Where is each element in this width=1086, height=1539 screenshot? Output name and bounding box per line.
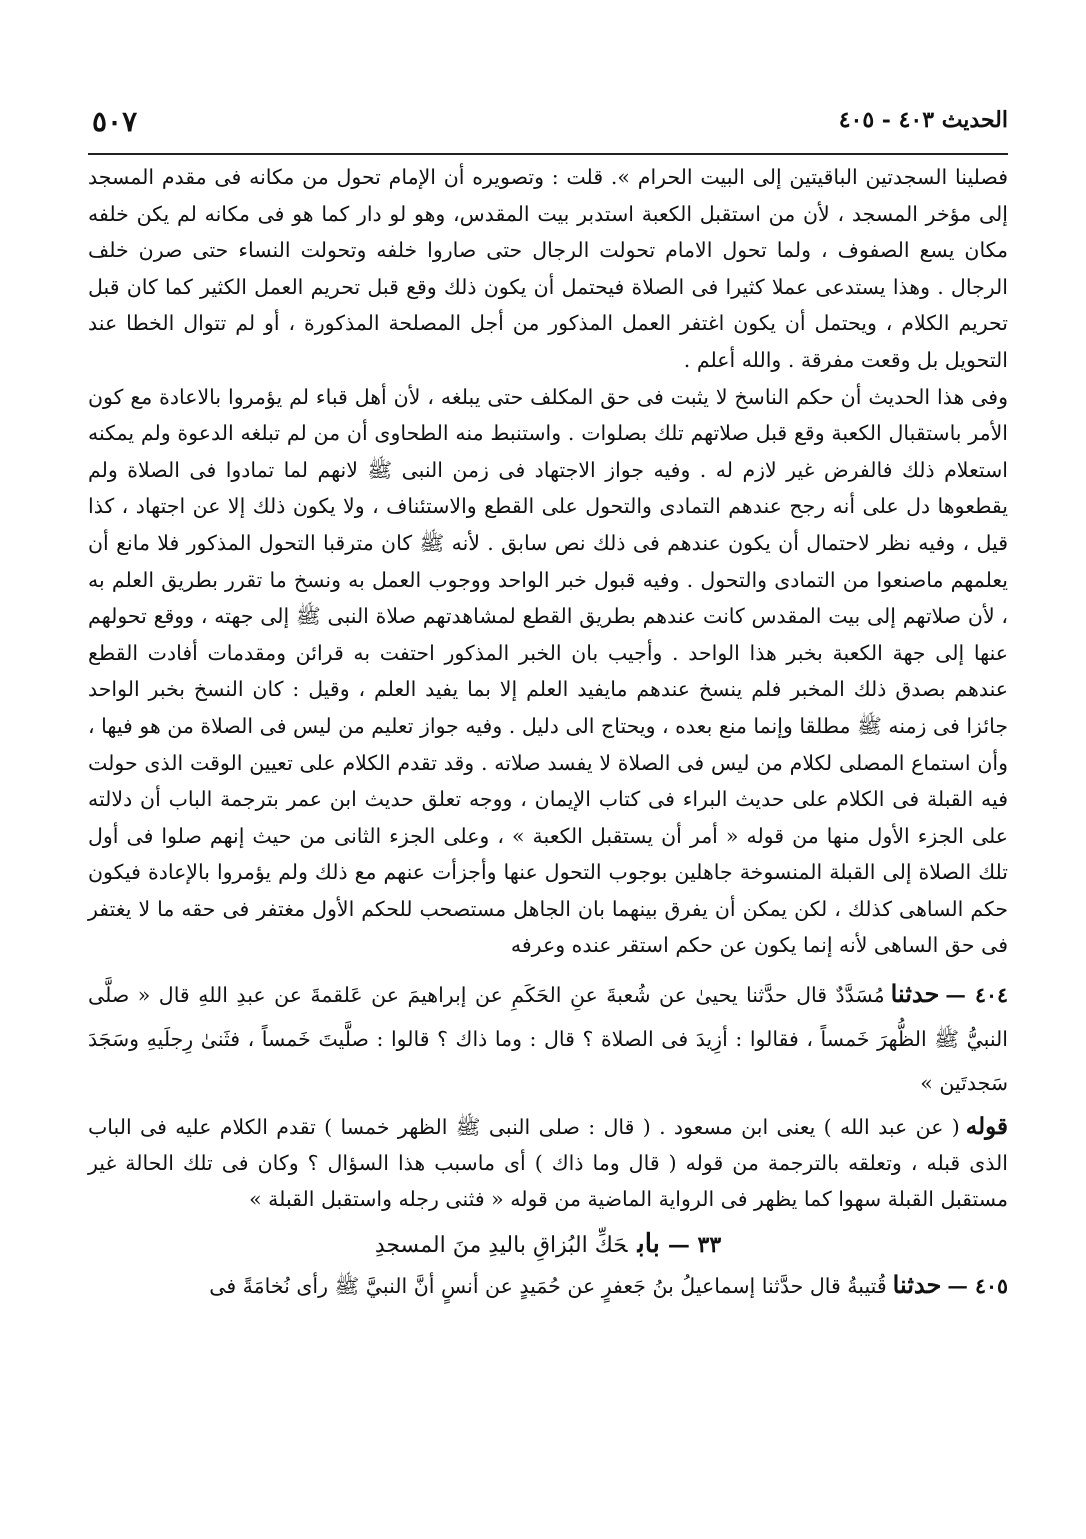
commentary-text: ( عن عبد الله ) يعنى ابن مسعود . ( قال : صلى النبى ﷺ الظهر خمسا ) تقدم الكلام عليه فى الباب الذى قبله ، وتعلقه بالترجمة من قوله ( قال وما ذاك ) أى ماسبب هذا السؤال ؟ وكان فى تلك الحالة غير مستقبل القبلة سهوا كما يظهر فى الرواية الماضية من قوله « فثنى رجله واستقبل القبلة » xyxy=(88,1115,1008,1212)
commentary-paragraph-2: وفى هذا الحديث أن حكم الناسخ لا يثبت فى حق المكلف حتى يبلغه ، لأن أهل قباء لم يؤمروا بالاعادة مع كون الأمر باستقبال الكعبة وقع قبل صلاتهم تلك بصلوات . واستنبط منه الطحاوى أن من لم تبلغه الدعوة ولم يمكنه استعلام ذلك فالفرض غير لازم له . وفيه جواز الاجتهاد فى زمن النبى ﷺ لانهم لما تمادوا فى الصلاة ولم يقطعوها دل على أنه رجح عندهم التمادى والتحول على القطع والاستئناف ، ولا يكون ذلك إلا عن اجتهاد ، كذا قيل ، وفيه نظر لاحتمال أن يكون عندهم فى ذلك نص سابق . لأنه ﷺ كان مترقبا التحول المذكور فلا مانع أن يعلمهم ماصنعوا من التمادى والتحول . وفيه قبول خبر الواحد ووجوب العمل به ونسخ ما تقرر بطريق العلم به ، لأن صلاتهم إلى بيت المقدس كانت عندهم بطريق القطع لمشاهدتهم صلاة النبى ﷺ إلى جهته ، ووقع تحولهم عنها إلى جهة الكعبة بخبر هذا الواحد . وأجيب بان الخبر المذكور احتفت به قرائن ومقدمات أفادت القطع عندهم بصدق ذلك المخبر فلم ينسخ عندهم مايفيد العلم إلا بما يفيد العلم ، وقيل : كان النسخ بخبر الواحد جائزا فى زمنه ﷺ مطلقا وإنما منع بعده ، ويحتاج الى دليل . وفيه جواز تعليم من ليس فى الصلاة من هو فيها ، وأن استماع المصلى لكلام من ليس فى الصلاة لا يفسد صلاته . وقد تقدم الكلام على تعيين الوقت الذى حولت فيه القبلة فى الكلام على حديث البراء فى كتاب الإيمان ، ووجه تعلق حديث ابن عمر بترجمة الباب أن دلالته على الجزء الأول منها من قوله « أمر أن يستقبل الكعبة » ، وعلى الجزء الثانى من حيث إنهم صلوا فى أول تلك الصلاة إلى القبلة المنسوخة جاهلين بوجوب التحول عنها وأجزأت عنهم مع ذلك ولم يؤمروا بالإعادة فيكون حكم الساهى كذلك ، لكن يمكن أن يفرق بينهما بان الجاهل مستصحب للحكم الأول مغتفر فى حقه ما لا يغتفر فى حق الساهى لأنه إنما يكون عن حكم استقر عنده وعرفه xyxy=(88,384,1008,958)
document-page xyxy=(88,105,1008,1525)
hadith-text: قُتيبةُ قال حدَّثنا إسماعيلُ بنُ جَعفرٍ عن حُمَيدٍ عن أنسٍ أنَّ النبيَّ ﷺ رأى نُخامَةً فى xyxy=(209,1274,887,1299)
chapter-title: حَكِّ البُزاقِ باليدِ منَ المسجدِ xyxy=(374,1233,628,1259)
hadith-label: حدثنا xyxy=(890,979,940,1009)
chapter-number: ٣٣ — xyxy=(667,1232,722,1259)
commentary-paragraph-1: فصلينا السجدتين الباقيتين إلى البيت الحرام ». قلت : وتصويره أن الإمام تحول من مكانه فى مقدم المسجد إلى مؤخر المسجد ، لأن من استقبل الكعبة استدبر بيت المقدس، وهو لو دار كما هو فى مكانه لم يكن خلفه مكان يسع الصفوف ، ولما تحول الامام تحولت الرجال حتى صاروا خلفه وتحولت النساء حتى صرن خلف الرجال . وهذا يستدعى عملا كثيرا فى الصلاة فيحتمل أن يكون ذلك وقع قبل تحريم العمل الكثير كما كان قبل تحريم الكلام ، ويحتمل أن يكون اغتفر العمل المذكور من أجل المصلحة المذكورة ، أو لم تتوال الخطا عند التحويل بل وقعت مفرقة . والله أعلم . xyxy=(88,165,1008,372)
hadith-404-commentary xyxy=(88,1109,1008,1217)
hadith-404 xyxy=(88,972,1008,1105)
hadith-number: ٤٠٥ — xyxy=(947,1274,1008,1299)
page-number: ٥٠٧ xyxy=(92,105,138,138)
chapter-label: باب xyxy=(637,1229,660,1260)
running-title: الحديث ٤٠٣ - ٤٠٥ xyxy=(838,107,1008,133)
hadith-number: ٤٠٤ — xyxy=(945,983,1008,1008)
chapter-heading xyxy=(88,1229,1008,1259)
page-header xyxy=(88,105,1008,155)
hadith-405 xyxy=(88,1265,1008,1306)
hadith-label: حدثنا xyxy=(892,1270,942,1300)
commentary-label: قوله xyxy=(965,1113,1008,1141)
hadith-text: مُسَدَّدٌ قال حدَّثنا يحيىٰ عن شُعبةَ عنِ الحَكَمِ عن إبراهيمَ عن عَلقمةَ عن عبدِ اللهِ قال « صلَّى النبيُّ ﷺ الظُّهرَ خَمساً ، فقالوا : أزِيدَ فى الصلاة ؟ قال : وما ذاك ؟ قالوا : صلَّيتَ خَمساً ، فثَنىٰ رِجلَيهِ وسَجَدَ سَجدتَين » xyxy=(88,983,1008,1096)
